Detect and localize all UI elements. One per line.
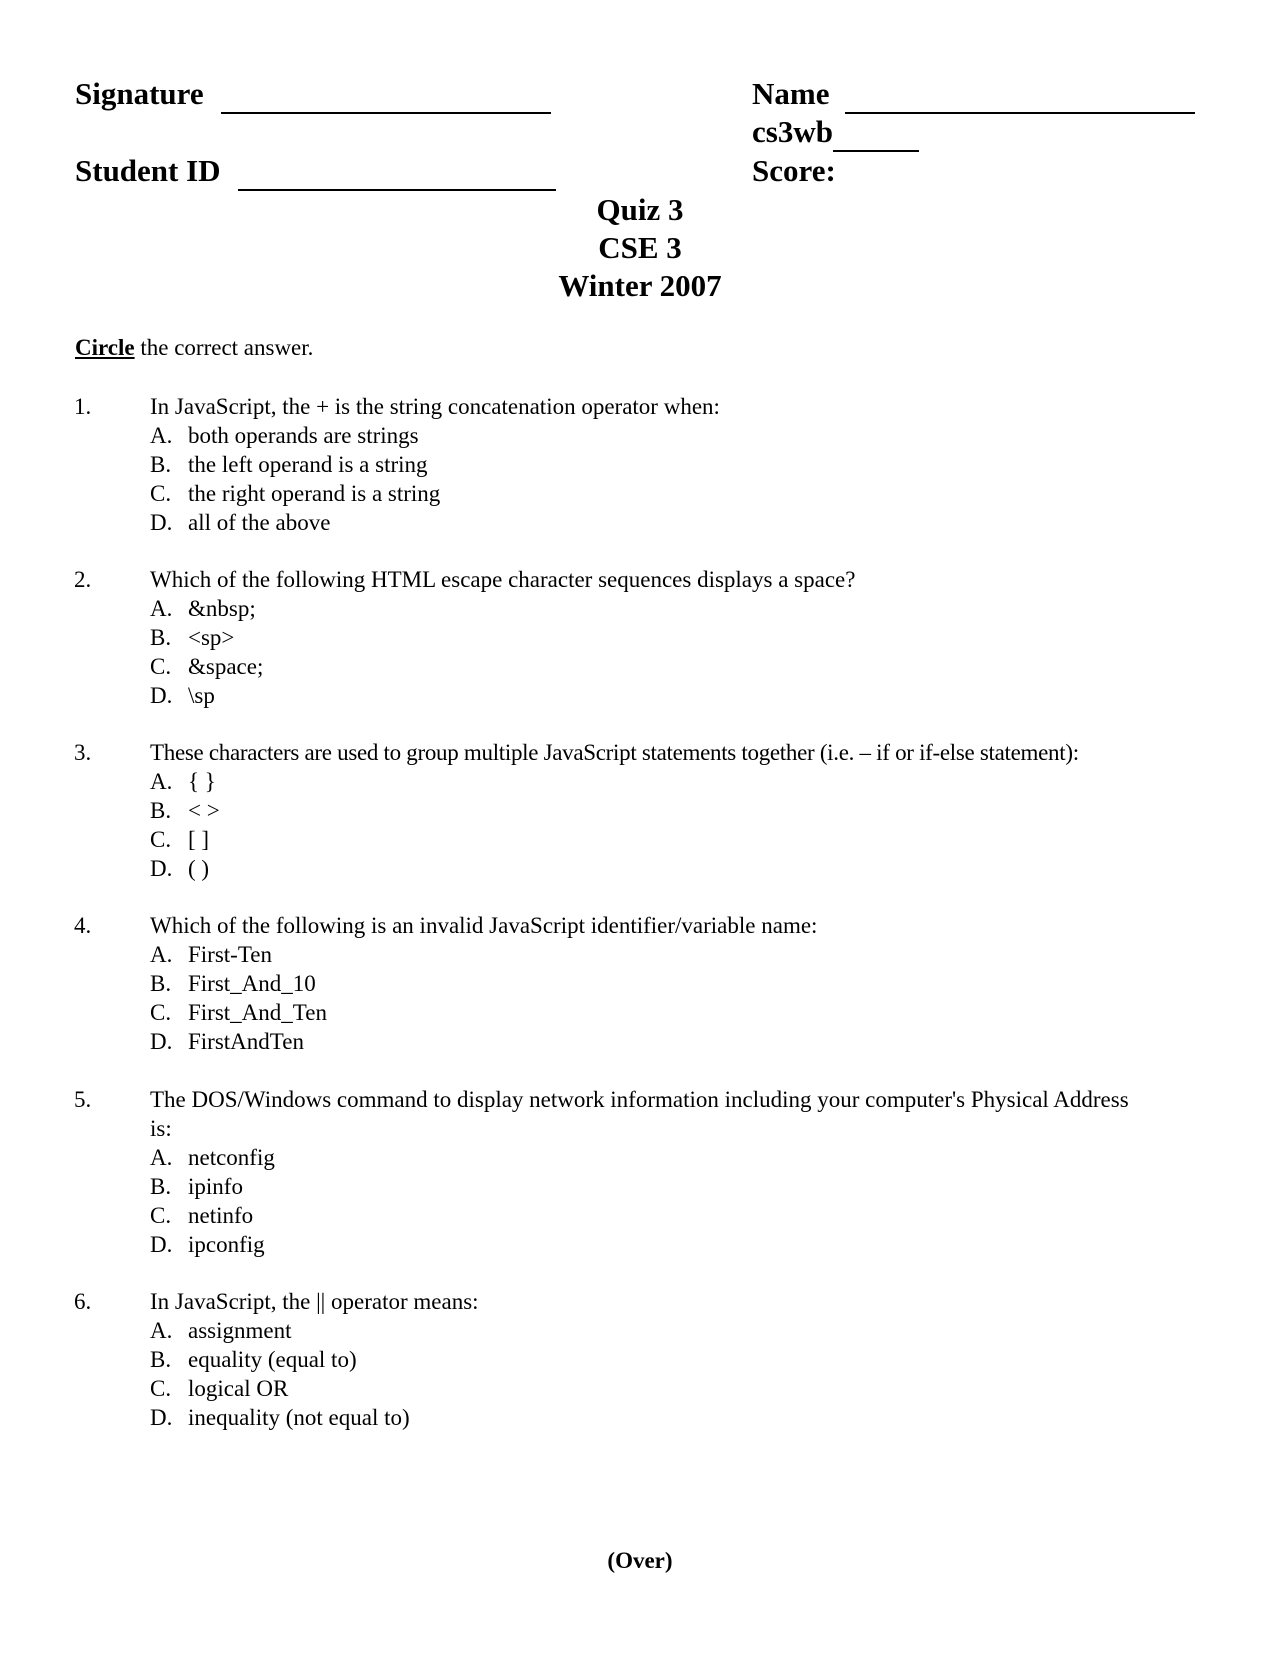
option-text: both operands are strings: [188, 423, 419, 448]
option-text: inequality (not equal to): [188, 1405, 410, 1430]
question-text: Which of the following is an invalid JavaScript identifier/variable name:: [150, 913, 818, 938]
option-text: ipinfo: [188, 1174, 243, 1199]
option-text: logical OR: [188, 1376, 289, 1401]
instructions-emphasis: Circle: [75, 335, 135, 360]
option-text: ( ): [188, 856, 210, 881]
question-number: 5.: [74, 1087, 92, 1112]
term-title: Winter 2007: [558, 268, 722, 303]
option-text: <sp>: [188, 625, 235, 650]
option-d[interactable]: [150, 1027, 327, 1056]
option-text: ipconfig: [188, 1232, 265, 1257]
instructions-text: the correct answer.: [134, 335, 314, 360]
option-letter: B.: [150, 452, 172, 477]
question-text: The DOS/Windows command to display network information including your computer's Physical Address is:: [150, 1087, 1129, 1141]
login-label: cs3wb: [752, 114, 833, 149]
option-a[interactable]: [150, 594, 263, 623]
option-a[interactable]: [150, 421, 440, 450]
question-text: In JavaScript, the || operator means:: [150, 1289, 479, 1314]
option-letter: A.: [150, 769, 173, 794]
option-text: FirstAndTen: [188, 1029, 304, 1054]
option-d[interactable]: [150, 508, 440, 537]
name-blank-line[interactable]: [845, 76, 1195, 114]
login-blank-line[interactable]: [833, 114, 919, 152]
option-text: < >: [188, 798, 220, 823]
option-letter: C.: [150, 481, 172, 506]
option-a[interactable]: [150, 1316, 410, 1345]
option-letter: C.: [150, 654, 172, 679]
instructions: [75, 334, 313, 362]
student-id-label: Student ID: [75, 153, 221, 188]
option-letter: D.: [150, 683, 173, 708]
option-letter: D.: [150, 1029, 173, 1054]
question-number: 4.: [74, 913, 92, 938]
options-list: [150, 1143, 275, 1259]
option-b[interactable]: [150, 1172, 275, 1201]
option-letter: C.: [150, 1203, 172, 1228]
option-text: netinfo: [188, 1203, 254, 1228]
question-text: Which of the following HTML escape character sequences displays a space?: [150, 567, 856, 592]
question-number: 3.: [74, 740, 92, 765]
option-letter: A.: [150, 1318, 173, 1343]
question-number: 6.: [74, 1289, 92, 1314]
option-a[interactable]: [150, 940, 327, 969]
option-text: [ ]: [188, 827, 210, 852]
option-a[interactable]: [150, 767, 220, 796]
option-text: the left operand is a string: [188, 452, 428, 477]
option-letter: A.: [150, 596, 173, 621]
student-id-blank-line[interactable]: [238, 153, 556, 191]
option-text: netconfig: [188, 1145, 275, 1170]
option-text: { }: [188, 769, 216, 794]
options-list: [150, 767, 220, 883]
option-b[interactable]: [150, 969, 327, 998]
option-text: &nbsp;: [188, 596, 256, 621]
option-text: First_And_Ten: [188, 1000, 327, 1025]
score-label: Score:: [752, 153, 836, 188]
option-letter: C.: [150, 1000, 172, 1025]
signature-blank-line[interactable]: [221, 76, 551, 114]
option-letter: B.: [150, 1174, 172, 1199]
option-letter: B.: [150, 1347, 172, 1372]
name-row: [752, 76, 1195, 114]
option-b[interactable]: [150, 796, 220, 825]
options-list: [150, 940, 327, 1056]
options-list: [150, 421, 440, 537]
option-d[interactable]: [150, 681, 263, 710]
option-d[interactable]: [150, 854, 220, 883]
option-text: First-Ten: [188, 942, 272, 967]
option-letter: B.: [150, 625, 172, 650]
option-letter: D.: [150, 1232, 173, 1257]
option-c[interactable]: [150, 825, 220, 854]
question-text: In JavaScript, the + is the string concatenation operator when:: [150, 394, 720, 419]
option-text: First_And_10: [188, 971, 316, 996]
option-letter: D.: [150, 510, 173, 535]
option-a[interactable]: [150, 1143, 275, 1172]
option-c[interactable]: [150, 998, 327, 1027]
option-c[interactable]: [150, 652, 263, 681]
option-text: the right operand is a string: [188, 481, 441, 506]
option-letter: C.: [150, 1376, 172, 1401]
option-letter: A.: [150, 423, 173, 448]
option-c[interactable]: [150, 1374, 410, 1403]
option-c[interactable]: [150, 479, 440, 508]
question-number: 1.: [74, 394, 92, 419]
option-letter: B.: [150, 971, 172, 996]
signature-row: [75, 76, 551, 114]
option-letter: B.: [150, 798, 172, 823]
name-label: Name: [752, 76, 830, 111]
option-b[interactable]: [150, 450, 440, 479]
quiz-title: Quiz 3: [596, 192, 684, 227]
option-b[interactable]: [150, 623, 263, 652]
option-d[interactable]: [150, 1230, 275, 1259]
option-text: &space;: [188, 654, 264, 679]
option-text: all of the above: [188, 510, 331, 535]
question-number: 2.: [74, 567, 92, 592]
option-letter: D.: [150, 856, 173, 881]
option-text: equality (equal to): [188, 1347, 357, 1372]
option-text: assignment: [188, 1318, 292, 1343]
student-id-row: [75, 153, 556, 191]
option-letter: A.: [150, 942, 173, 967]
login-row: [752, 114, 919, 152]
over-label: (Over): [607, 1548, 673, 1573]
option-letter: C.: [150, 827, 172, 852]
option-c[interactable]: [150, 1201, 275, 1230]
signature-label: Signature: [75, 76, 204, 111]
options-list: [150, 594, 263, 710]
option-letter: A.: [150, 1145, 173, 1170]
option-letter: D.: [150, 1405, 173, 1430]
course-title: CSE 3: [598, 230, 682, 265]
option-text: \sp: [188, 683, 215, 708]
question-text: These characters are used to group multiple JavaScript statements together (i.e. – if or if-else statement):: [150, 740, 1079, 765]
option-d[interactable]: [150, 1403, 410, 1432]
options-list: [150, 1316, 410, 1432]
option-b[interactable]: [150, 1345, 410, 1374]
